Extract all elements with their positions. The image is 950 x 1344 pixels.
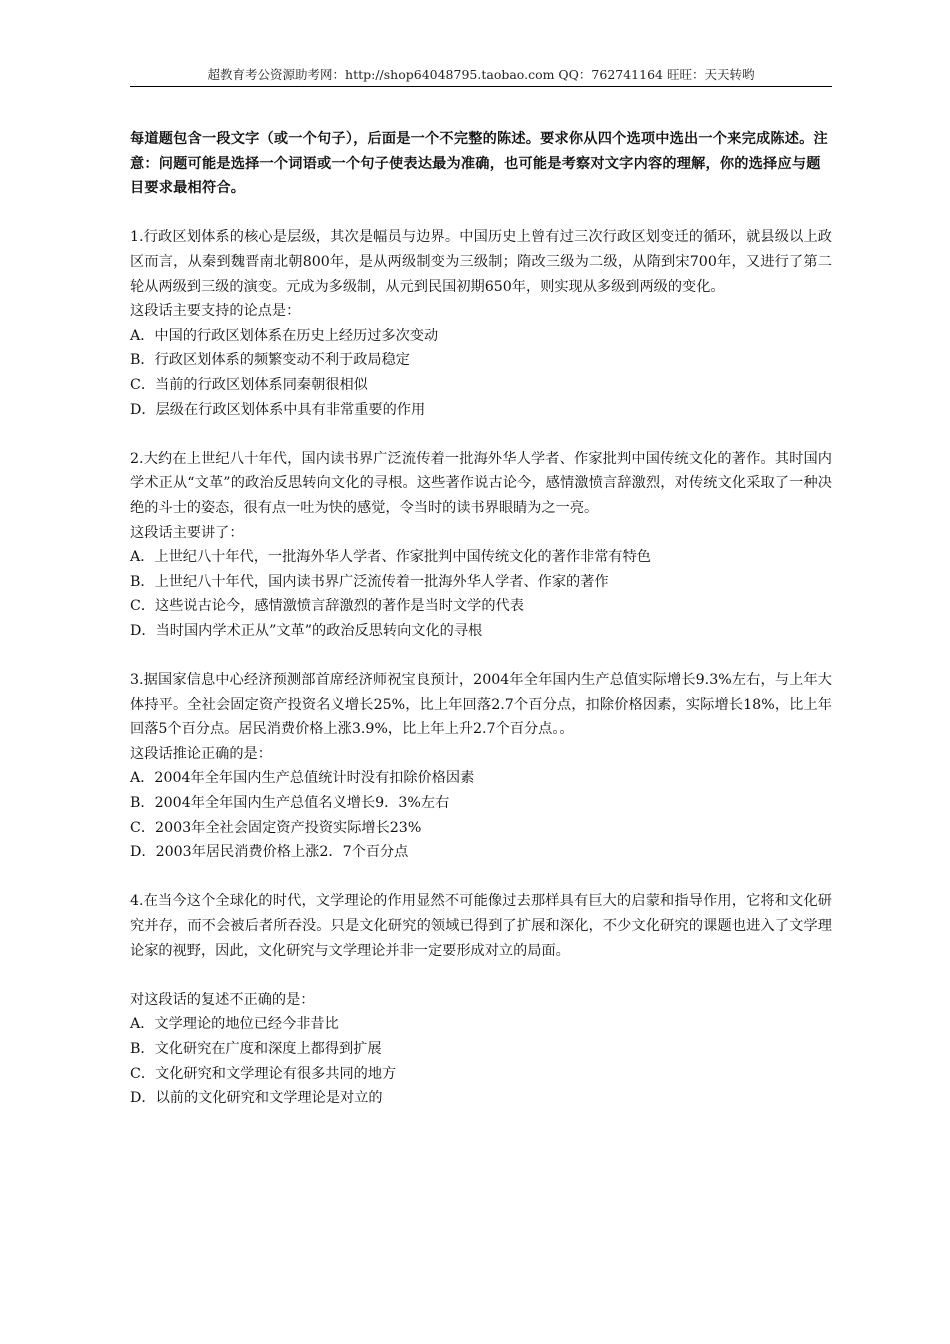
question-stem: 4.在当今这个全球化的时代，文学理论的作用显然不可能像过去那样具有巨大的启蒙和指导作用，它将和文化研究并存，而不会被后者所吞没。只是文化研究的领域已得到了扩展和深化，不少文化研究的课题也进入了文学理论家的视野，因此，文化研究与文学理论并非一定要形成对立的局面。 [130,893,832,959]
option-a: A．2004年全年国内生产总值统计时没有扣除价格因素 [130,770,475,787]
document-body [130,127,832,1111]
question-prompt: 这段话推论正确的是： [130,745,272,762]
option-d: D．当时国内学术正从”文革”的政治反思转向文化的寻根 [130,622,483,639]
option-b: B．行政区划体系的频繁变动不利于政局稳定 [130,352,410,369]
blank-line [130,963,832,988]
option-a: A．文学理论的地位已经今非昔比 [130,1016,339,1033]
question-prompt: 这段话主要支持的论点是： [130,303,301,320]
option-b: B．文化研究在广度和深度上都得到扩展 [130,1040,382,1057]
option-d: D．以前的文化研究和文学理论是对立的 [130,1090,383,1107]
option-c: C．2003年全社会固定资产投资实际增长23% [130,819,422,836]
question-stem: 1.行政区划体系的核心是层级，其次是幅员与边界。中国历史上曾有过三次行政区划变迁的循环，就县级以上政区而言，从秦到魏晋南北朝800年，是从两级制变为三级制；隋改三级为二级，从隋到宋700年，又进行了第二轮从两级到三级的演变。元成为多级制，从元到民国初期650年，则实现从多级到两级的变化。 [130,229,832,295]
question-3 [130,668,832,865]
question-4 [130,889,832,1110]
header-divider [130,86,832,87]
question-2 [130,447,832,644]
option-c: C．文化研究和文学理论有很多共同的地方 [130,1065,397,1082]
option-a: A．上世纪八十年代，一批海外华人学者、作家批判中国传统文化的著作非常有特色 [130,549,651,566]
question-stem: 2.大约在上世纪八十年代，国内读书界广泛流传着一批海外华人学者、作家批判中国传统文化的著作。其时国内学术正从“文革”的政治反思转向文化的寻根。这些著作说古论今，感情激愤言辞激烈，对传统文化采取了一种决绝的斗士的姿态，很有点一吐为快的感觉，令当时的读书界眼睛为之一亮。 [130,450,832,516]
option-c: C．当前的行政区划体系同秦朝很相似 [130,376,368,393]
page-header: 超教育考公资源助考网：http://shop64048795.taobao.com QQ：762741164 旺旺：天天转哟 [207,67,755,82]
question-prompt: 对这段话的复述不正确的是： [130,991,315,1008]
question-1 [130,225,832,422]
question-prompt: 这段话主要讲了： [130,524,244,541]
option-d: D．2003年居民消费价格上涨2．7个百分点 [130,844,409,861]
option-c: C．这些说古论今，感情激愤言辞激烈的著作是当时文学的代表 [130,598,524,615]
instructions: 每道题包含一段文字（或一个句子），后面是一个不完整的陈述。要求你从四个选项中选出一个来完成陈述。注意：问题可能是选择一个词语或一个句子使表达最为准确，也可能是考察对文字内容的理解，你的选择应与题目要求最相符合。 [130,131,828,197]
option-b: B．2004年全年国内生产总值名义增长9．3%左右 [130,795,450,812]
option-a: A．中国的行政区划体系在历史上经历过多次变动 [130,327,439,344]
question-stem: 3.据国家信息中心经济预测部首席经济师祝宝良预计，2004年全年国内生产总值实际增长9.3%左右，与上年大体持平。全社会固定资产投资名义增长25%，比上年回落2.7个百分点，扣除价格因素，实际增长18%，比上年回落5个百分点。居民消费价格上涨3.9%，比上年上升2.7个百分点。。 [130,672,832,738]
option-b: B．上世纪八十年代，国内读书界广泛流传着一批海外华人学者、作家的著作 [130,573,609,590]
option-d: D．层级在行政区划体系中具有非常重要的作用 [130,401,426,418]
